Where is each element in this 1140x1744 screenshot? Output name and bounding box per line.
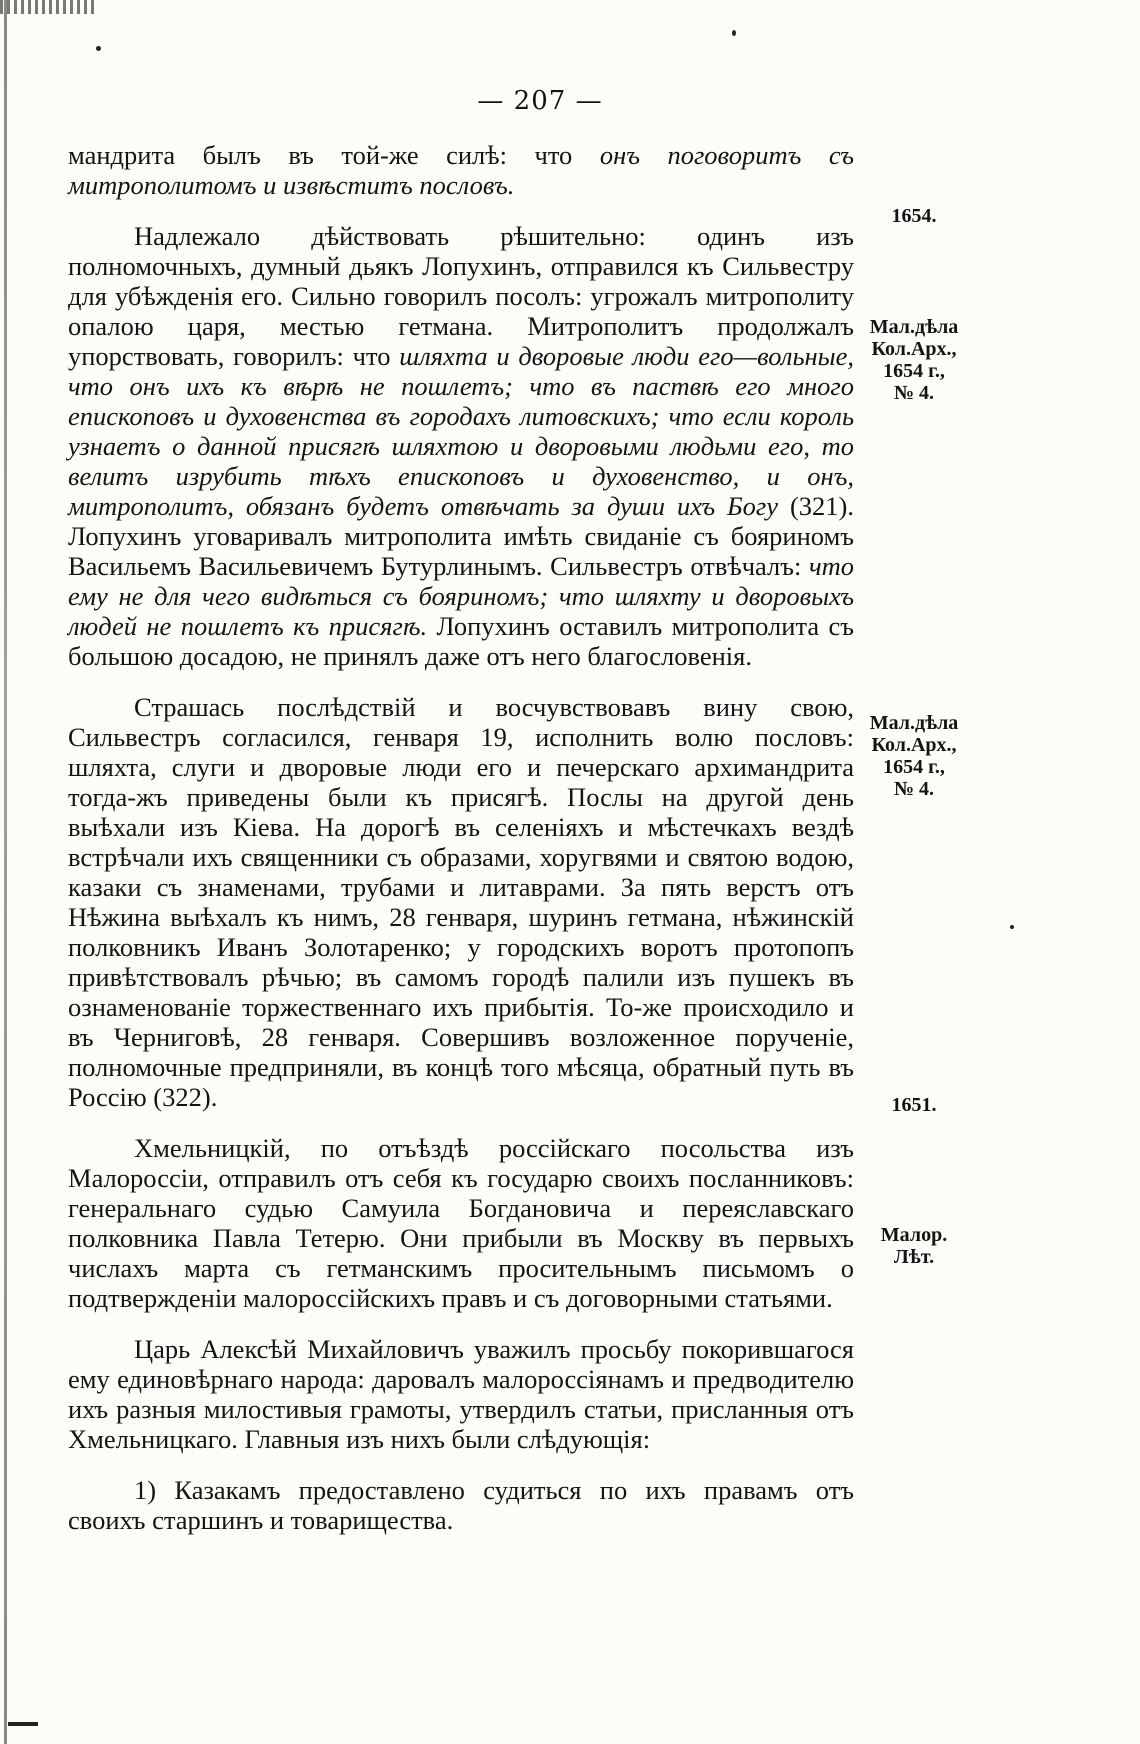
margin-note-line: Мал.дѣла [869,712,959,734]
scan-speck [732,30,736,36]
margin-note-line: Кол.Арх., [871,734,957,756]
text-run: 1) Казакамъ предоставлено судиться по ихъ правамъ отъ своихъ старшинъ и товарищества. [68,1475,854,1535]
italic-run: шляхта и дворовые люди его—вольные, что онъ ихъ къ вѣрѣ не пошлетъ; что въ паствѣ его много епископовъ и духовенства въ городахъ литовскихъ; что если король узнаетъ о данной присягѣ шляхтою и дворовыми людьми его, то велитъ изрубить тѣхъ епископовъ и духовенство, и онъ, митрополитъ, обязанъ будетъ отвѣчать за души ихъ Богу [68,341,854,521]
text-run: Лопухинъ оставилъ митрополита съ большою досадою, не принялъ даже отъ него благословенія. [68,611,854,671]
margin-note-year [866,1094,962,1116]
margin-note-line: Кол.Арх., [871,338,957,360]
margin-note-line: 1654. [891,205,937,227]
margin-note-line: № 4. [893,382,935,404]
paragraph [68,1334,854,1454]
paragraph [68,1133,854,1313]
scan-edge [4,0,7,1744]
margin-note-source [866,712,962,800]
paragraph [68,692,854,1112]
italic-run: онъ поговоритъ съ митрополитомъ и извѣститъ пословъ. [68,140,855,200]
paragraph [68,1475,854,1535]
text-run: Надлежало дѣйствовать рѣшительно: одинъ изъ полномочныхъ, думный дьякъ Лопухинъ, отправился къ Сильвестру для убѣжденія его. Сильно говорилъ посолъ: угрожалъ митрополиту опалою царя, местью гетмана. Митрополитъ продолжалъ упорствовать, говорилъ: что [68,221,854,371]
page-number: — 207 — [477,86,603,116]
scan-artifact [0,0,96,14]
margin-note-source [866,316,962,404]
scan-speck [96,46,101,51]
text-run: Царь Алексѣй Михайловичъ уважилъ просьбу покорившагося ему единовѣрнаго народа: даровалъ малороссіянамъ и предводителю ихъ разныя милостивыя грамоты, утвердилъ статьи, присланныя отъ Хмельницкаго. Главныя изъ нихъ были слѣдующія: [68,1334,854,1454]
text-run: мандрита былъ въ той-же силѣ: что [68,140,600,170]
scan-artifact [8,1722,38,1726]
paragraph [68,221,854,671]
margin-note-line: Малор. [880,1224,948,1246]
margin-note-line: Мал.дѣла [869,316,959,338]
text-run: Хмельницкій, по отъѣздѣ россійскаго посольства изъ Малороссіи, отправилъ отъ себя къ государю своихъ посланниковъ: генеральнаго судью Самуила Богдановича и переяславскаго полковника Павла Тетерю. Они прибыли въ Москву въ первыхъ числахъ марта съ гетманскимъ просительнымъ письмомъ о подтвержденіи малороссійскихъ правъ и съ договорными статьями. [68,1133,854,1313]
margin-note-line: 1654 г., [883,360,945,382]
margin-note-year [866,205,962,227]
margin-note-line: Лѣт. [893,1246,935,1268]
italic-run: что ему не для чего видѣться съ бояриномъ; что шляхту и дворовыхъ людей не пошлетъ къ присягѣ. [68,551,854,641]
text-run: Страшась послѣдствій и восчувствовавъ вину свою, Сильвестръ согласился, генваря 19, исполнить волю пословъ: шляхта, слуги и дворовые люди его и печерскаго архимандрита тогда-жъ приведены были къ присягѣ. Послы на другой день выѣхали изъ Кіева. На дорогѣ въ селеніяхъ и мѣстечкахъ вездѣ встрѣчали ихъ священники съ образами, хоругвями и святою водою, казаки съ знаменами, трубами и литаврами. За пять верстъ отъ Нѣжина выѣхалъ къ нимъ, 28 генваря, шуринъ гетмана, нѣжинскій полковникъ Иванъ Золотаренко; у городскихъ воротъ протопопъ привѣтствовалъ рѣчью; въ самомъ городѣ палили изъ пушекъ въ ознаменованіе торжественнаго ихъ прибытія. То-же происходило и въ Черниговѣ, 28 генваря. Совершивъ возложенное порученіе, полномочные предприняли, въ концѣ того мѣсяца, обратный путь въ Россію (322). [68,692,854,1112]
margin-note-line: № 4. [893,778,935,800]
body-text [68,140,854,1556]
margin-note-line: 1654 г., [883,756,945,778]
text-run: (321). Лопухинъ уговаривалъ митрополита имѣть свиданіе съ бояриномъ Васильемъ Васильевичемъ Бутурлинымъ. Сильвестръ отвѣчалъ: [68,491,854,581]
paragraph [68,140,854,200]
scan-speck [1010,925,1014,929]
margin-note-source [866,1224,962,1268]
margin-note-line: 1651. [891,1094,937,1116]
